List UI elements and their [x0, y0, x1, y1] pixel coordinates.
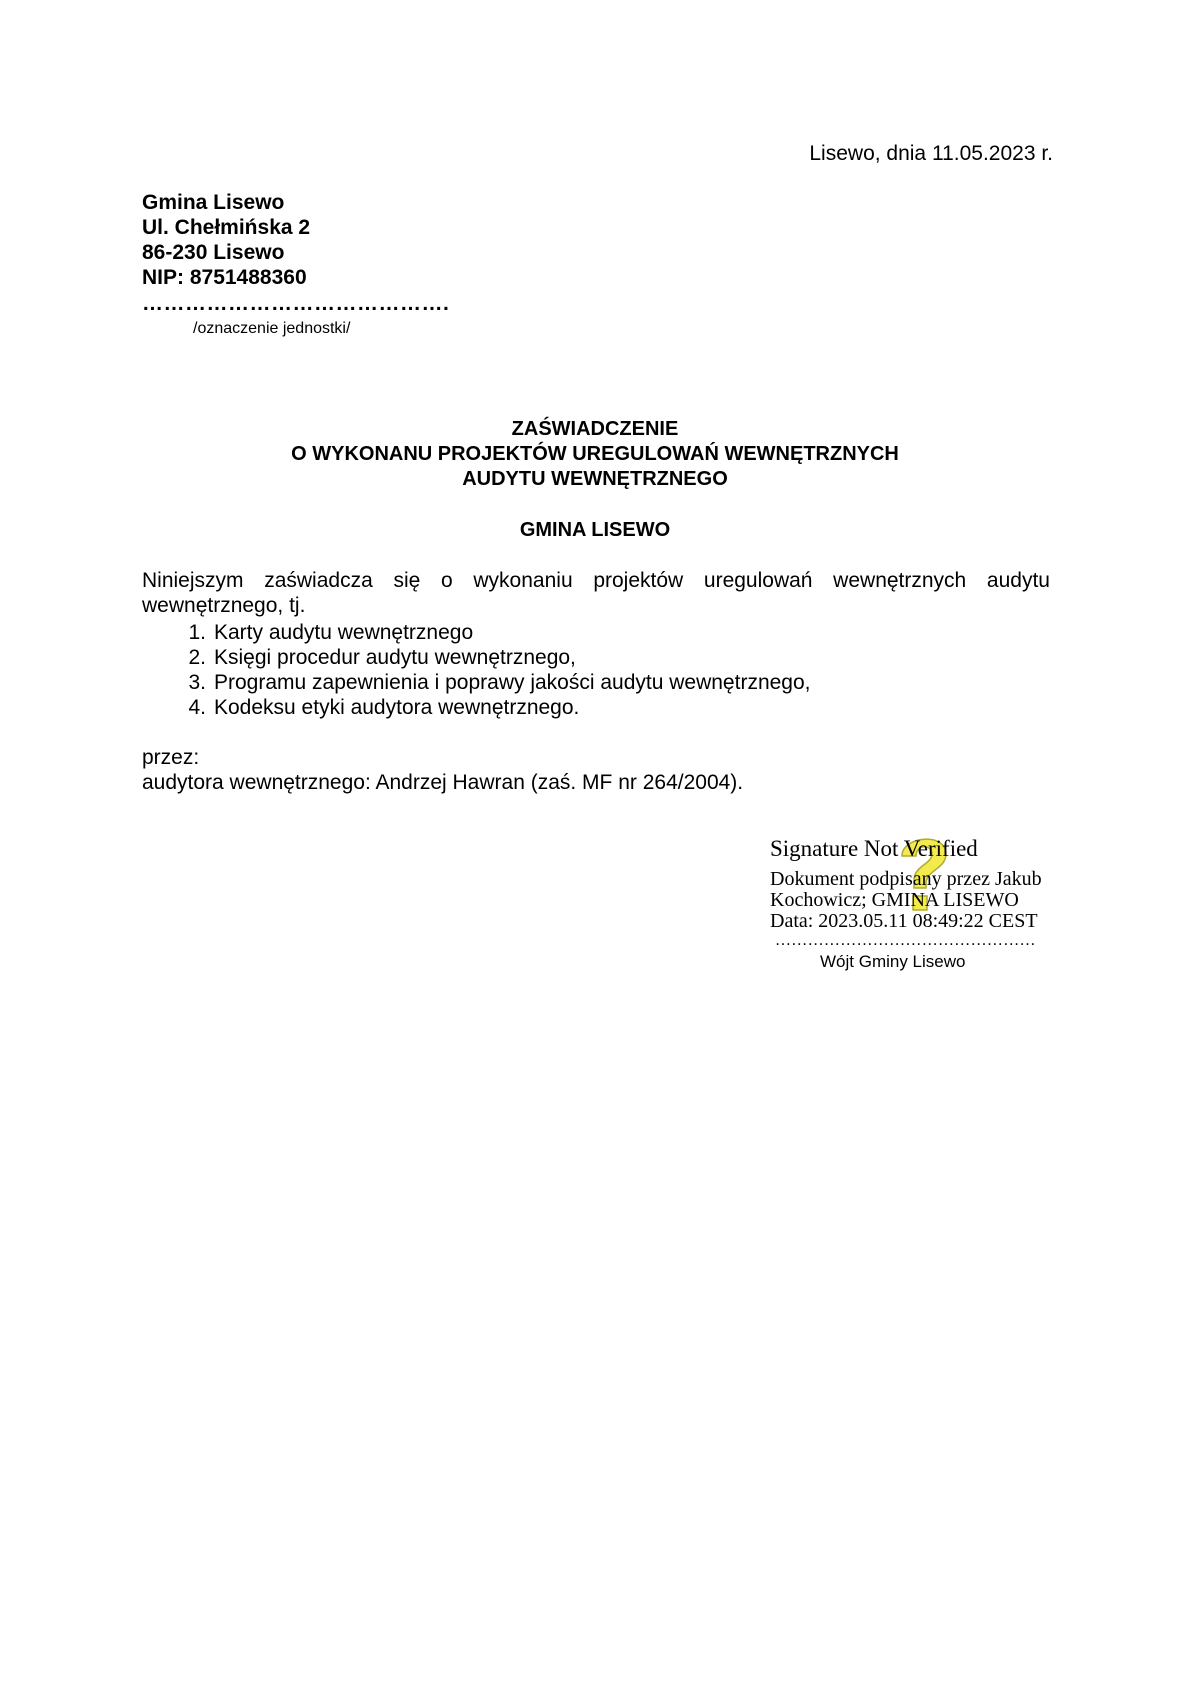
signature-block	[770, 836, 1090, 996]
issuer-dots: …………………………………….	[142, 292, 450, 315]
title-line-3: AUDYTU WEWNĘTRZNEGO	[462, 468, 728, 490]
issuer-postal-city: 86-230 Lisewo	[142, 241, 285, 264]
title-line-2: O WYKONANU PROJEKTÓW UREGULOWAŃ WEWNĘTRZNYCH	[291, 443, 899, 465]
intro-paragraph: Niniejszym zaświadcza się o wykonaniu projektów uregulowań wewnętrznych audytu wewnętrznego, tj.	[142, 569, 1050, 617]
by-label: przez:	[142, 746, 200, 769]
list-item-number: 3.	[188, 671, 206, 694]
document-title	[0, 417, 1190, 492]
issuer-name: Gmina Lisewo	[142, 191, 285, 214]
signature-organization: Kochowicz; GMINA LISEWO	[770, 889, 1019, 911]
list-item-number: 1.	[188, 621, 206, 644]
issuer-block	[142, 190, 310, 290]
document-subject: GMINA LISEWO	[519, 519, 671, 541]
auditor-text: audytora wewnętrznego: Andrzej Hawran (zaś. MF nr 264/2004).	[142, 771, 744, 794]
document-list	[170, 620, 811, 720]
signer-role: Wójt Gminy Lisewo	[820, 952, 966, 971]
list-item	[170, 620, 811, 645]
list-item	[170, 695, 811, 720]
list-item-text: Karty audytu wewnętrznego	[214, 621, 474, 644]
list-item	[170, 645, 811, 670]
signature-date: Data: 2023.05.11 08:49:22 CEST	[770, 910, 1038, 932]
signature-dots: …………………………………………	[775, 932, 1036, 949]
place-date: Lisewo, dnia 11.05.2023 r.	[809, 142, 1053, 165]
issuer-street: Ul. Chełmińska 2	[142, 216, 311, 239]
list-item	[170, 670, 811, 695]
signature-signer: Dokument podpisany przez Jakub	[770, 868, 1042, 890]
list-item-text: Księgi procedur audytu wewnętrznego,	[214, 646, 576, 669]
list-item-number: 2.	[188, 646, 206, 669]
signature-status: Signature Not Verified	[770, 836, 978, 861]
unit-caption: /oznaczenie jednostki/	[193, 320, 351, 337]
issuer-nip: NIP: 8751488360	[142, 266, 307, 289]
list-item-number: 4.	[188, 696, 206, 719]
title-line-1: ZAŚWIADCZENIE	[511, 418, 679, 440]
list-item-text: Programu zapewnienia i poprawy jakości audytu wewnętrznego,	[214, 671, 811, 694]
auditor-block	[142, 745, 743, 795]
list-item-text: Kodeksu etyki audytora wewnętrznego.	[214, 696, 580, 719]
